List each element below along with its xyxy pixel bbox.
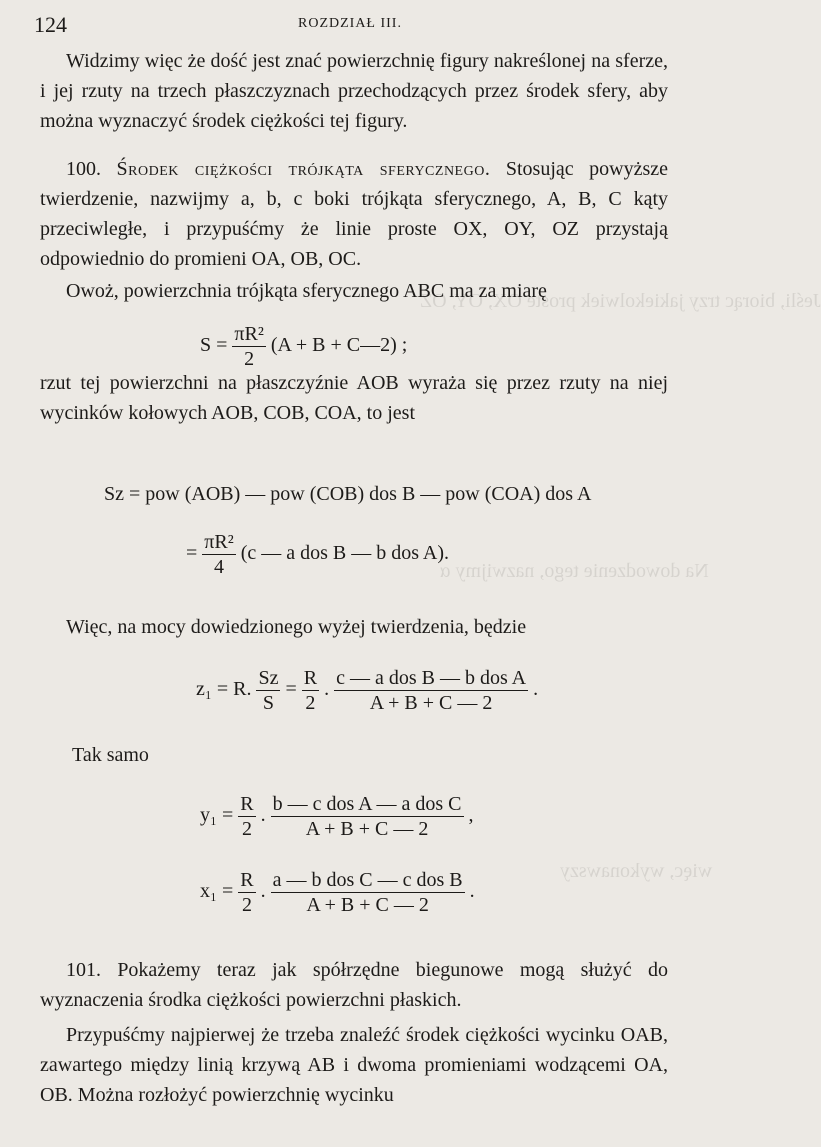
paragraph: Widzimy więc że dość jest znać powierzchnię figury nakreślonej na sferze, i jej rzuty na trzech płaszczyznach przechodzących przez środek sfery, aby można wyznaczyć środek ciężkości tej figury. xyxy=(40,50,668,132)
equation-projection-line1: Sz = pow (AOB) — pow (COB) dos B — pow (COA) dos A xyxy=(104,483,592,505)
eq-lhs: S = xyxy=(200,334,228,357)
equation-area xyxy=(200,322,407,371)
fraction: $\frac{\text{πR²}}{4}$ xyxy=(204,531,234,578)
equation-z1: z₁ = R. $\frac{Sz}{S}$ = $\frac{R}{2}$ . $\frac{\text{c — a dos B — b dos A}}{A + B + C — 2}$ . xyxy=(196,667,539,714)
equation-x1: x₁ = $\frac{R}{2}$ . $\frac{\text{a — b dos C — c dos B}}{A + B + C — 2}$ . xyxy=(200,869,475,916)
section-101 xyxy=(40,955,668,1015)
equation-y1: y₁ = $\frac{R}{2}$ . $\frac{\text{b — c dos A — a dos C}}{A + B + C — 2}$ , xyxy=(200,793,474,840)
section-number: 100. xyxy=(66,158,101,180)
paragraph: Przypuśćmy najpierwej że trzeba znaleźć środek ciężkości wycinku OAB, zawartego między linią krzywą AB i dwoma promieniami wodzącemi OA, OB. Można rozłożyć powierzchnię wycinku xyxy=(40,1024,668,1106)
section-text: Pokażemy teraz jak spółrzędne biegunowe mogą służyć do wyznaczenia środka ciężkości powierzchni płaskich. xyxy=(40,959,668,1011)
equation-projection-line2: = $\frac{\text{πR²}}{4}$ (c — a dos B — b dos A). xyxy=(186,531,450,578)
section-number: 101. xyxy=(66,959,101,981)
show-through-text: więc, wykonawszy xyxy=(560,860,713,882)
section-100 xyxy=(40,154,668,274)
running-head: ROZDZIAŁ III. xyxy=(298,16,402,31)
show-through-text: Na dowodzenie tego, nazwijmy α xyxy=(440,560,709,582)
show-through-text: Jeśli, biorąc trzy jakiekolwiek proste OX, OY, OZ xyxy=(420,290,821,312)
tak-samo-text: Tak samo xyxy=(72,744,149,766)
section-text: Stosując powyższe twierdzenie, nazwijmy a, b, c boki trójkąta sferycznego, A, B, C kąty przeciwległe, i przypuśćmy że linie proste OX, OY, OZ przystają odpowiednio do promieni OA, OB, OC. xyxy=(40,158,669,270)
fraction: $\frac{\text{πR²}}{2}$ xyxy=(234,323,264,370)
paragraph: Owoż, powierzchnia trójkąta sferycznego ABC ma za miarę xyxy=(66,280,547,302)
paragraph: Więc, na mocy dowiedzionego wyżej twierdzenia, będzie xyxy=(66,616,527,638)
page-number: 124 xyxy=(34,12,67,37)
section-title: Środek ciężkości trójkąta sferycznego. xyxy=(116,158,491,180)
page-header xyxy=(26,12,674,38)
paragraph: rzut tej powierzchni na płaszczyźnie AOB wyraża się przez rzuty na niej wycinków kołowych AOB, COB, COA, to jest xyxy=(40,372,668,424)
eq-rhs: (A + B + C—2) ; xyxy=(270,334,408,357)
